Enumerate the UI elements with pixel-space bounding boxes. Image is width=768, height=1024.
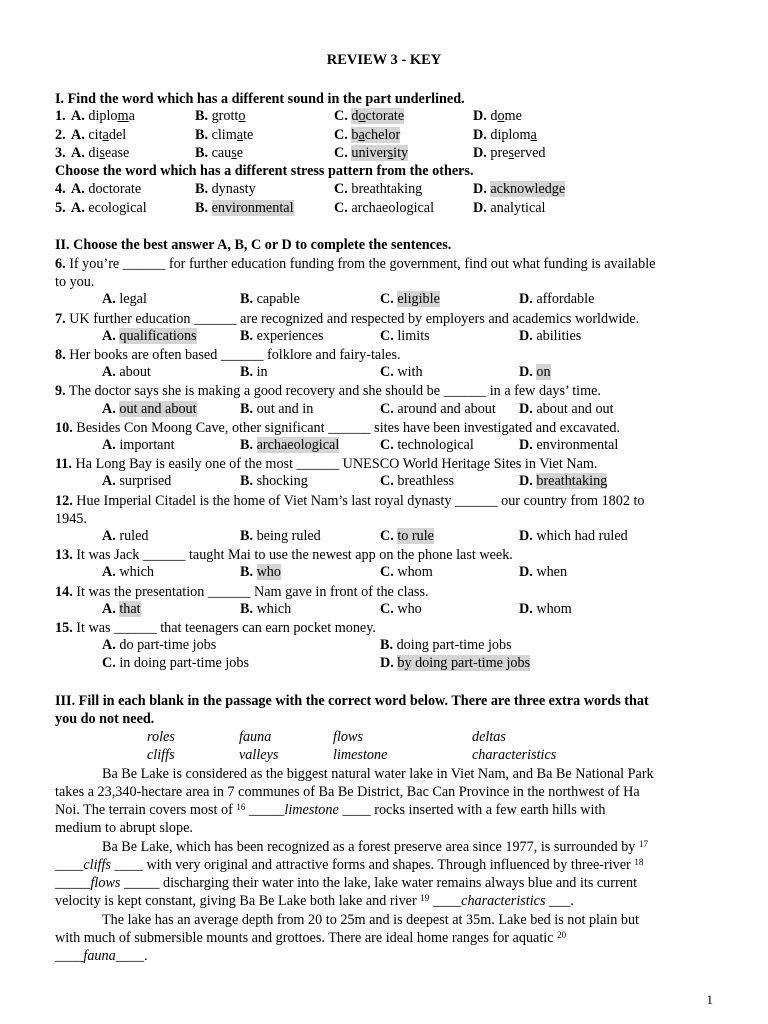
option-letter: C.: [380, 291, 394, 308]
option-word: which: [256, 600, 292, 617]
answer-option: [473, 145, 546, 162]
question-number: 8.: [55, 347, 66, 363]
question-stem: [55, 455, 597, 473]
option-letter: B.: [240, 291, 254, 308]
option-letter: A.: [102, 437, 116, 453]
underlined-part: a: [102, 126, 109, 143]
answer-19: characteristics: [461, 893, 546, 909]
option-word: which had ruled: [536, 528, 628, 544]
word-part: ease: [104, 145, 130, 161]
option-letter: B.: [240, 400, 254, 417]
option-word: whom: [536, 600, 572, 617]
answer-option: [519, 564, 567, 581]
blank-number-18: 18: [634, 857, 644, 867]
answer-option: [519, 437, 618, 454]
answer-option: [71, 108, 135, 125]
question-text: Her books are often based ______ folklore and fairy-tales.: [65, 347, 401, 363]
question-text-cont: 1945.: [55, 510, 87, 527]
option-letter: B.: [195, 181, 209, 197]
word-bank-item: roles: [147, 729, 175, 745]
word-part: diplom: [490, 126, 531, 143]
passage-line: Ba Be Lake, which has been recognized as a forest preserve area since 1977, is surrounded by $^{17}$: [102, 839, 648, 855]
word-part: ity: [393, 145, 409, 161]
answer-option: [380, 473, 454, 490]
answer-18: flows: [90, 875, 121, 891]
question-stem: [55, 346, 401, 364]
word-part: cau: [211, 145, 232, 161]
word-part: clim: [211, 126, 237, 143]
option-letter: B.: [240, 437, 254, 453]
option-letter: A.: [102, 528, 116, 544]
word-part: te: [243, 126, 254, 143]
passage-line: ____cliffs ____ with very original and attractive forms and shapes. Through influenced by three-river $^{18}$: [55, 857, 644, 873]
question-number: 10.: [55, 419, 73, 436]
option-letter: A.: [71, 108, 85, 124]
answer-option: [195, 108, 245, 125]
option-word: [490, 145, 545, 161]
option-letter: D.: [473, 181, 487, 197]
blank-number-20: 20: [557, 930, 567, 940]
correct-answer: environmental: [211, 199, 294, 216]
option-word: [212, 127, 254, 143]
answer-option: [240, 528, 321, 545]
answer-option: [380, 655, 530, 672]
option-letter: D.: [519, 364, 533, 381]
question-text: Besides Con Moong Cave, other significant ______ sites have been investigated and excavated.: [72, 419, 620, 436]
option-letter: C.: [380, 364, 394, 381]
passage-line: Noi. The terrain covers most of $^{16}$ _____limestone ____ rocks inserted with a few earth hills with: [55, 802, 606, 818]
correct-answer: qualifications: [119, 327, 197, 344]
section-2-heading: II. Choose the best answer A, B, C or D to complete the sentences.: [55, 237, 452, 253]
answer-option: [519, 401, 614, 418]
underlined-part: m: [117, 108, 129, 124]
answer-option: [380, 401, 496, 418]
question-text: It was the presentation ______ Nam gave in front of the class.: [72, 583, 429, 600]
option-letter: A.: [102, 473, 116, 490]
option-letter: C.: [380, 327, 394, 344]
question-number: 7.: [55, 310, 66, 327]
option-word: ruled: [119, 528, 149, 544]
question-stem: [55, 382, 601, 400]
option-letter: B.: [240, 327, 254, 344]
option-word: breathtaking: [351, 181, 423, 197]
option-letter: A.: [71, 181, 85, 197]
section-3-heading: III. Fill in each blank in the passage with the correct word below. There are three extra words that: [55, 693, 649, 709]
answer-option: [240, 328, 324, 345]
option-letter: D.: [519, 327, 533, 344]
answer-option: [240, 401, 313, 418]
option-letter: B.: [195, 199, 209, 216]
option-word: shocking: [256, 473, 308, 490]
option-word: legal: [119, 291, 147, 308]
option-letter: A.: [71, 145, 85, 161]
correct-answer: [351, 145, 408, 161]
option-letter: A.: [102, 400, 116, 417]
option-letter: B.: [380, 637, 394, 654]
option-letter: B.: [195, 108, 209, 124]
answer-option: [334, 181, 422, 198]
underlined-part: a: [236, 126, 244, 143]
option-letter: B.: [240, 528, 254, 544]
option-letter: C.: [380, 400, 394, 417]
option-letter: C.: [334, 181, 348, 197]
option-letter: C.: [334, 126, 348, 143]
word-bank-item: deltas: [472, 729, 506, 745]
answer-option: [102, 601, 141, 618]
blank-number-17: 17: [638, 839, 648, 849]
option-word: being ruled: [256, 528, 321, 544]
answer-option: [380, 364, 423, 381]
answer-option: [102, 473, 171, 490]
answer-option: [195, 145, 243, 162]
option-letter: A.: [102, 600, 116, 617]
option-word: with: [397, 364, 423, 381]
answer-option: [334, 108, 404, 125]
option-letter: C.: [380, 437, 394, 453]
underlined-part: o: [497, 108, 505, 124]
option-word: whom: [397, 564, 433, 581]
option-word: environmental: [536, 437, 619, 453]
option-word: technological: [397, 437, 474, 453]
answer-option: [473, 108, 522, 125]
underlined-part: a: [358, 126, 365, 143]
option-letter: D.: [519, 600, 533, 617]
option-word: experiences: [256, 327, 324, 344]
question-number: 2.: [55, 126, 66, 143]
answer-option: [380, 328, 430, 345]
question-text-cont: to you.: [55, 274, 95, 291]
option-word: limits: [397, 327, 430, 344]
option-letter: B.: [240, 564, 254, 581]
option-letter: A.: [102, 637, 116, 654]
answer-option: [102, 401, 197, 418]
option-letter: C.: [380, 564, 394, 581]
answer-option: [473, 181, 565, 198]
word-part: pre: [490, 145, 509, 161]
passage-line: The lake has an average depth from 20 to 25m and is deepest at 35m. Lake bed is not plain but: [102, 912, 639, 928]
correct-answer: [351, 108, 404, 124]
question-number: 13.: [55, 547, 73, 564]
answer-option: [380, 437, 474, 454]
question-text: If you’re ______ for further education funding from the government, find out what funding is available: [65, 256, 656, 272]
word-part: ctorate: [365, 108, 405, 124]
passage-line: medium to abrupt slope.: [55, 820, 193, 836]
correct-answer: [351, 127, 400, 143]
question-stem: [55, 310, 639, 328]
answer-option: [519, 328, 581, 345]
question-stem: [55, 419, 620, 437]
answer-option: [102, 528, 149, 545]
answer-option: [71, 181, 141, 198]
question-number: 11.: [55, 456, 72, 473]
answer-option: [380, 291, 440, 308]
answer-option: [334, 127, 400, 144]
section-3-heading-cont: you do not need.: [55, 711, 155, 727]
question-number: 4.: [55, 181, 66, 197]
option-letter: D.: [519, 291, 533, 308]
option-letter: D.: [473, 199, 487, 216]
answer-option: [380, 564, 433, 581]
option-letter: D.: [519, 473, 533, 490]
word-part: chelor: [364, 126, 401, 143]
answer-20: fauna: [83, 948, 116, 964]
option-letter: B.: [240, 600, 254, 617]
correct-answer: archaeological: [256, 437, 340, 453]
option-letter: B.: [195, 145, 209, 161]
option-letter: B.: [195, 126, 209, 143]
section-1-heading: I. Find the word which has a different sound in the part underlined.: [55, 91, 465, 107]
option-word: archaeological: [351, 199, 435, 216]
option-word: in: [256, 364, 268, 381]
answer-option: [473, 127, 537, 144]
answer-option: [380, 601, 422, 618]
passage-line: velocity is kept constant, giving Ba Be Lake both lake and river $^{19}$ ____characteristics ___.: [55, 893, 574, 909]
option-letter: D.: [519, 564, 533, 581]
question-number: 1.: [55, 108, 66, 124]
correct-answer: out and about: [119, 400, 197, 417]
option-word: important: [119, 437, 175, 453]
word-part: b: [351, 126, 359, 143]
answer-option: [334, 200, 434, 217]
word-part: di: [88, 145, 100, 161]
word-bank-item: valleys: [239, 747, 279, 763]
option-letter: D.: [519, 400, 533, 417]
answer-option: [102, 328, 197, 345]
passage-line: takes a 23,340-hectare area in 7 communes of Ba Be District, Bac Can Province in the northwest of Ha: [55, 784, 640, 800]
answer-option: [102, 655, 249, 672]
correct-answer: who: [256, 564, 281, 581]
option-word: in doing part-time jobs: [119, 655, 249, 672]
correct-answer: by doing part-time jobs: [397, 655, 531, 672]
answer-option: [71, 200, 147, 217]
option-letter: D.: [473, 145, 487, 161]
answer-option: [519, 473, 607, 490]
answer-option: [102, 637, 216, 654]
question-stem: [55, 546, 513, 564]
option-letter: C.: [334, 199, 348, 216]
option-word: analytical: [490, 199, 546, 216]
answer-option: [195, 200, 294, 217]
word-bank-item: flows: [333, 729, 363, 745]
underlined-part: s: [508, 145, 514, 161]
answer-option: [519, 291, 594, 308]
option-letter: A.: [71, 199, 85, 216]
answer-16: limestone: [284, 802, 339, 818]
answer-option: [240, 564, 281, 581]
question-number: 3.: [55, 145, 66, 161]
answer-option: [195, 181, 256, 198]
passage-line: Ba Be Lake is considered as the biggest natural water lake in Viet Nam, and Ba Be National Park: [102, 766, 654, 782]
word-part: a: [128, 108, 135, 124]
option-word: [490, 127, 537, 143]
word-bank-item: characteristics: [472, 747, 557, 763]
answer-option: [240, 473, 308, 490]
question-number: 6.: [55, 256, 66, 272]
option-letter: B.: [240, 473, 254, 490]
question-text: Hue Imperial Citadel is the home of Viet Nam’s last royal dynasty ______ our country from 1802 to: [72, 492, 645, 509]
word-part: me: [504, 108, 522, 124]
answer-option: [102, 564, 154, 581]
option-word: around and about: [397, 400, 496, 417]
correct-answer: eligible: [397, 291, 440, 308]
option-letter: A.: [71, 126, 85, 143]
option-word: out and in: [256, 400, 314, 417]
page-title: REVIEW 3 - KEY: [326, 52, 442, 68]
answer-option: [71, 145, 129, 162]
option-letter: C.: [102, 655, 116, 672]
question-text: The doctor says she is making a good recovery and she should be ______ in a few days’ time.: [65, 383, 601, 400]
answer-option: [240, 364, 268, 381]
option-word: when: [536, 564, 568, 581]
option-word: [88, 108, 135, 124]
answer-option: [519, 364, 551, 381]
underlined-part: o: [238, 108, 246, 124]
answer-option: [473, 200, 546, 217]
answer-option: [519, 601, 572, 618]
answer-option: [195, 127, 253, 144]
underlined-part: o: [358, 108, 366, 124]
option-letter: D.: [519, 528, 533, 544]
option-word: [88, 127, 126, 143]
option-word: do part-time jobs: [119, 637, 217, 654]
word-part: cit: [88, 126, 103, 143]
option-letter: C.: [380, 528, 394, 544]
question-number: 9.: [55, 383, 66, 400]
question-number: 14.: [55, 583, 73, 600]
question-stem: [55, 583, 429, 601]
question-stem: [55, 492, 645, 510]
option-letter: B.: [240, 364, 254, 381]
option-letter: D.: [473, 108, 487, 124]
blank-number-16: 16: [236, 802, 246, 812]
question-text: UK further education ______ are recognized and respected by employers and academics worldwide.: [65, 310, 640, 327]
passage-line: _____flows _____ discharging their water into the lake, lake water remains always blue and its current: [55, 875, 638, 891]
correct-answer: on: [536, 364, 551, 381]
question-text: It was ______ that teenagers can earn pocket money.: [72, 620, 376, 636]
answer-option: [240, 601, 291, 618]
answer-option: [71, 127, 126, 144]
option-letter: D.: [380, 655, 394, 672]
question-number: 5.: [55, 199, 66, 216]
question-stem: [55, 619, 376, 637]
word-part: erved: [514, 145, 546, 161]
option-word: doctorate: [88, 181, 142, 197]
answer-option: [380, 528, 434, 545]
word-part: del: [108, 126, 127, 143]
option-word: doing part-time jobs: [396, 637, 512, 654]
option-letter: A.: [102, 291, 116, 308]
option-letter: A.: [102, 327, 116, 344]
passage-line: ____fauna____.: [55, 948, 148, 964]
correct-answer: that: [119, 600, 141, 617]
word-part: diplo: [88, 108, 118, 124]
option-letter: C.: [380, 473, 394, 490]
answer-option: [102, 291, 147, 308]
question-number: 15.: [55, 620, 73, 636]
word-part: d: [351, 108, 359, 124]
option-letter: D.: [473, 126, 487, 143]
word-part: grott: [211, 108, 239, 124]
option-word: capable: [256, 291, 300, 308]
option-letter: C.: [380, 600, 394, 617]
word-part: e: [236, 145, 244, 161]
option-word: [212, 145, 244, 161]
option-word: abilities: [536, 327, 582, 344]
answer-option: [380, 637, 512, 654]
correct-answer: acknowledge: [490, 181, 566, 197]
word-part: univer: [351, 145, 388, 161]
option-word: about and out: [536, 400, 614, 417]
answer-option: [102, 437, 175, 454]
answer-option: [240, 291, 300, 308]
stress-heading: Choose the word which has a different stress pattern from the others.: [55, 163, 474, 179]
option-letter: A.: [102, 364, 116, 381]
answer-option: [334, 145, 408, 162]
blank-number-19: 19: [420, 893, 430, 903]
option-word: surprised: [119, 473, 172, 490]
option-word: breathless: [397, 473, 455, 490]
option-letter: D.: [519, 437, 533, 453]
underlined-part: s: [231, 145, 237, 161]
answer-option: [240, 437, 339, 454]
option-word: about: [119, 364, 151, 381]
answer-option: [102, 364, 151, 381]
word-bank-item: limestone: [333, 747, 388, 763]
correct-answer: breathtaking: [536, 473, 608, 490]
option-letter: C.: [334, 145, 348, 161]
option-word: who: [397, 600, 422, 617]
option-word: dynasty: [211, 181, 256, 197]
underlined-part: s: [99, 145, 105, 161]
answer-option: [519, 528, 628, 545]
option-word: [88, 145, 129, 161]
option-letter: C.: [334, 108, 348, 124]
question-number: 12.: [55, 492, 73, 509]
option-letter: A.: [102, 564, 116, 581]
question-stem: [55, 255, 655, 273]
word-part: d: [490, 108, 498, 124]
underlined-part: a: [530, 126, 537, 143]
option-word: [212, 108, 246, 124]
question-text: Ha Long Bay is easily one of the most ______ UNESCO World Heritage Sites in Viet Nam.: [71, 456, 598, 473]
passage-line: with much of submersible mounts and grottoes. There are ideal home ranges for aquatic $^{20}$: [55, 930, 567, 946]
option-word: which: [119, 564, 155, 581]
option-word: affordable: [536, 291, 595, 308]
correct-answer: to rule: [397, 528, 434, 544]
word-bank-item: fauna: [239, 729, 272, 745]
underlined-part: s: [387, 145, 394, 161]
question-text: It was Jack ______ taught Mai to use the newest app on the phone last week.: [72, 547, 513, 564]
answer-17: cliffs: [83, 857, 111, 873]
option-word: ecological: [88, 199, 147, 216]
page-number: 1: [706, 992, 713, 1007]
option-word: [490, 108, 522, 124]
word-bank-item: cliffs: [147, 747, 175, 763]
